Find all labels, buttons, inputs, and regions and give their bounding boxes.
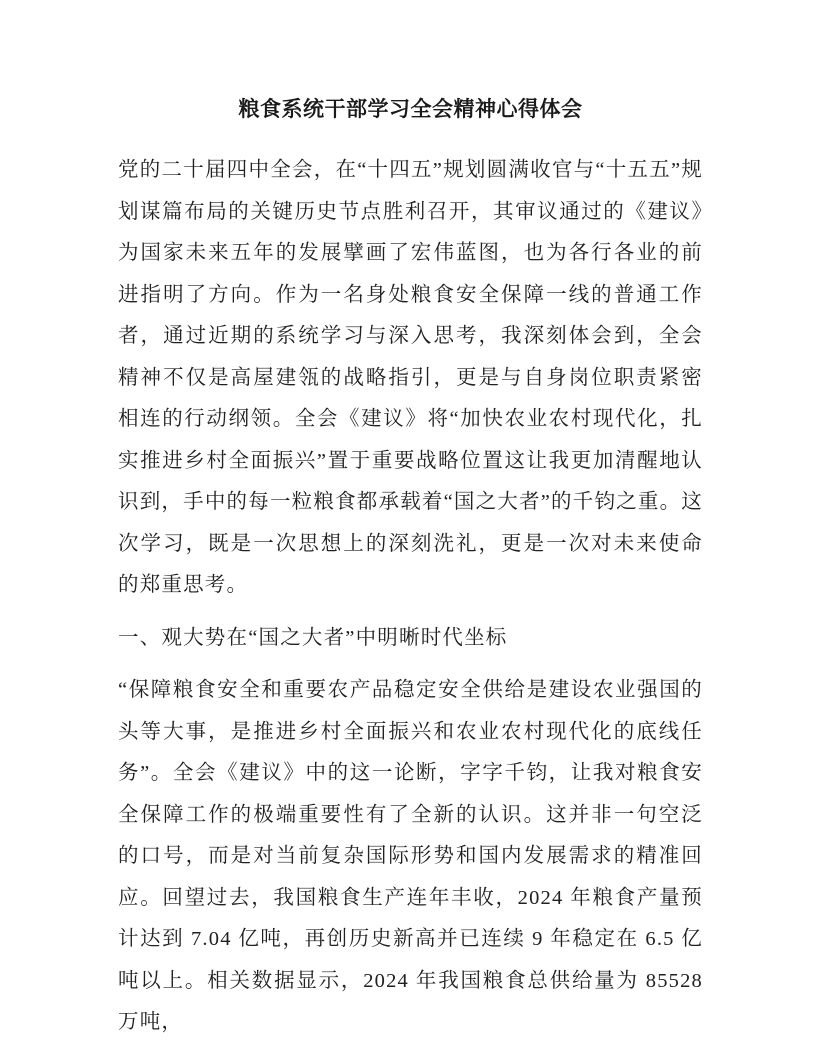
paragraph-section-1: “保障粮食安全和重要农产品稳定安全供给是建设农业强国的头等大事，是推进乡村全面振兴和农业农村现代化的底线任务”。全会《建议》中的这一论断，字字千钧，让我对粮食安全保障工作的极端重要性有了全新的认识。这并非一句空泛的口号，而是对当前复杂国际形势和国内发展需求的精准回应。回望过去，我国粮食生产连年丰收，2024 年粮食产量预计达到 7.04 亿吨，再创历史新高并已连续 9 年稳定在 6.5 亿吨以上。相关数据显示，2024 年我国粮食总供给量为 85528 万吨， <box>118 679 703 1033</box>
section-heading-1: 一、观大势在“国之大者”中明晰时代坐标 <box>118 626 508 649</box>
paragraph-intro: 党的二十届四中全会，在“十四五”规划圆满收官与“十五五”规划谋篇布局的关键历史节点胜利召开，其审议通过的《建议》为国家未来五年的发展擘画了宏伟蓝图，也为各行各业的前进指明了方向。作为一名身处粮食安全保障一线的普通工作者，通过近期的系统学习与深入思考，我深刻体会到，全会精神不仅是高屋建瓴的战略指引，更是与自身岗位职责紧密相连的行动纲领。全会《建议》将“加快农业农村现代化，扎实推进乡村全面振兴”置于重要战略位置这让我更加清醒地认识到，手中的每一粒粮食都承载着“国之大者”的千钧之重。这次学习，既是一次思想上的深刻洗礼，更是一次对未来使命的郑重思考。 <box>118 159 703 596</box>
document-title: 粮食系统干部学习全会精神心得体会 <box>238 97 583 121</box>
